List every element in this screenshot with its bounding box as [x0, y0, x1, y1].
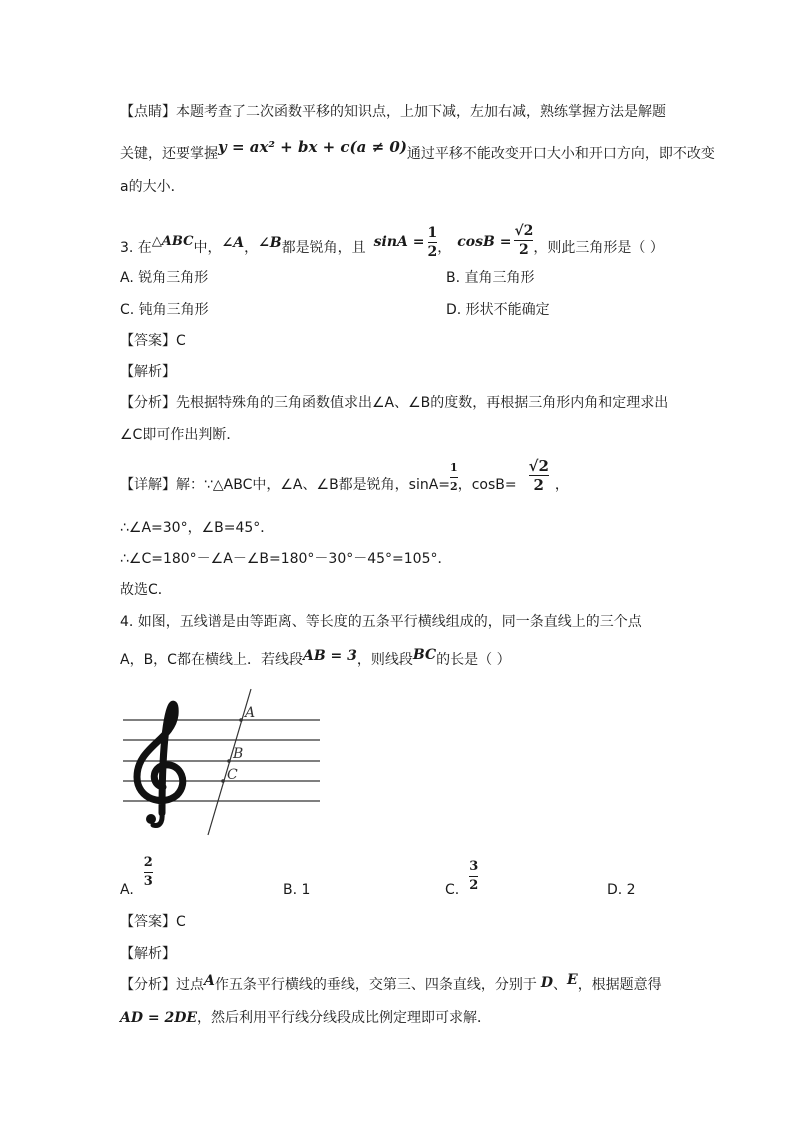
q4-option-a-label: A. [120, 882, 134, 898]
sina-fraction [428, 225, 438, 260]
q4-option-c-fraction [469, 859, 478, 894]
xj-sina-numerator: 1 [450, 460, 458, 474]
fraction-bar [469, 876, 478, 877]
q4-option-c [445, 856, 478, 900]
sina-denominator: 2 [427, 243, 438, 260]
cosb-lhs: cosB = [457, 234, 512, 250]
point-c [221, 779, 225, 783]
xj-sina-denominator: 2 [450, 479, 458, 493]
q4-option-c-denominator: 2 [469, 878, 479, 893]
segment-bc: BC [412, 647, 437, 663]
q3-option-b: B. 直角三角形 [446, 270, 535, 286]
q3-option-d: D. 形状不能确定 [446, 302, 550, 318]
answer-tag: 【答案】 [120, 914, 176, 930]
q3-option-a: A. 锐角三角形 [120, 270, 209, 286]
q4-option-a-denominator: 3 [143, 874, 153, 889]
label-a: A [245, 705, 256, 721]
fenxi-tag: 【分析】 [120, 395, 176, 411]
point-d-ref: D [540, 975, 554, 991]
answer-value: C [176, 914, 186, 930]
staff-figure [115, 685, 330, 840]
segment-ab: AB = 3 [302, 648, 357, 664]
sina-lhs: sinA = [373, 234, 425, 250]
xj-cosb-numerator: √2 [528, 456, 549, 475]
fenxi-sep: 、 [553, 977, 568, 993]
q3-fenxi-line-1 [120, 393, 668, 413]
dianjing-line-3 [120, 177, 185, 197]
dianjing-text-1: 本题考查了二次函数平移的知识点，上加下减，左加右减，熟练掌握方法是解题 [176, 104, 666, 120]
treble-clef-icon [137, 704, 183, 825]
answer-tag: 【答案】 [120, 333, 176, 349]
q4-option-c-label: C. [445, 882, 460, 898]
q3-fenxi-line-2: ∠C即可作出判断． [120, 427, 241, 443]
dianjing-text-2a: 关键，还要掌握 [120, 146, 218, 162]
q3-comma: ， [244, 240, 259, 256]
xj-sina-fraction [450, 460, 458, 495]
q4-stem-2a: A，B，C都在横线上．若线段 [120, 652, 303, 668]
xiangjie-text-1a: 解：∵△ABC中，∠A、∠B都是锐角，sinA= [176, 477, 451, 493]
xiangjie-text-1b: ，cosB= [457, 477, 517, 493]
xj-cosb-denominator: 2 [533, 475, 544, 494]
xj-cosb-fraction [529, 458, 549, 493]
dianjing-line-1 [120, 102, 666, 122]
point-e-ref: E [567, 972, 578, 988]
q4-answer [120, 912, 186, 932]
point-a-ref: A [204, 973, 215, 989]
q3-xiangjie-line-4: 故选C． [120, 582, 172, 598]
q3-stem [120, 222, 664, 270]
sina-numerator: 1 [427, 224, 438, 241]
angle-a: ∠A [221, 235, 245, 251]
triangle-abc: △ABC [151, 234, 194, 249]
dianjing-text-2b: 通过平移不能改变开口大小和开口方向，即不改变 [406, 146, 715, 162]
q4-stem-2c: 的长是（ ） [436, 652, 511, 668]
q3-xiangjie-line-2: ∴∠A=30°，∠B=45°． [120, 520, 275, 536]
answer-value: C [176, 333, 186, 349]
q4-option-d: D. 2 [607, 882, 636, 898]
label-c: C [227, 767, 238, 783]
q4-analysis-tag: 【解析】 [120, 946, 176, 962]
equation-ad-2de: AD = 2DE [120, 1010, 198, 1026]
cosb-denominator: 2 [519, 241, 529, 258]
angle-b: ∠B [258, 235, 282, 251]
point-a [239, 718, 243, 722]
q4-fenxi-line-1 [120, 972, 662, 995]
label-b: B [233, 746, 244, 762]
fenxi-tag: 【分析】 [120, 977, 176, 993]
q4-stem-line-2 [120, 647, 511, 670]
q4-stem-2b: ，则线段 [356, 652, 413, 668]
fenxi-text-2b: ，然后利用平行线分线段成比例定理即可求解． [197, 1010, 492, 1026]
dianjing-line-2 [120, 138, 715, 164]
fraction-bar [450, 477, 458, 478]
q4-option-a-fraction [144, 855, 153, 890]
q4-option-b: B. 1 [283, 882, 311, 898]
quadratic-formula: y = ax² + bx + c(a ≠ 0) [218, 138, 407, 156]
cosb-fraction [514, 223, 533, 258]
dianjing-text-3: a的大小． [120, 179, 185, 195]
fraction-bar [428, 242, 438, 243]
xiangjie-tag: 【详解】 [120, 477, 176, 493]
q4-fenxi-line-2 [120, 1008, 491, 1028]
q3-xiangjie-line-3: ∴∠C=180°－∠A－∠B=180°－30°－45°=105°． [120, 551, 452, 567]
q3-answer [120, 331, 186, 351]
q3-option-c: C. 钝角三角形 [120, 302, 209, 318]
cosb-numerator: √2 [514, 222, 534, 239]
fenxi-text-1a: 过点 [176, 977, 204, 993]
q3-analysis-tag: 【解析】 [120, 364, 176, 380]
q4-option-c-numerator: 3 [469, 859, 479, 874]
fraction-bar [514, 240, 533, 241]
q4-stem-line-1: 4. 如图，五线谱是由等距离、等长度的五条平行横线组成的，同一条直线上的三个点 [120, 614, 642, 630]
fenxi-text-1c: ，根据题意得 [577, 977, 662, 993]
fenxi-text-1b: 作五条平行横线的垂线，交第三、四条直线，分别于 [214, 977, 537, 993]
q3-sep: ， [437, 240, 452, 256]
q3-stem-c: 都是锐角，且 [281, 240, 366, 256]
q3-xiangjie-line-1 [120, 456, 569, 508]
fraction-bar [144, 872, 153, 873]
point-b [227, 759, 231, 763]
xiangjie-text-1c: ， [554, 477, 569, 493]
q3-stem-d: ，则此三角形是（ ） [533, 240, 664, 256]
q3-stem-a: 3. 在 [120, 240, 152, 256]
q4-option-a [120, 855, 153, 900]
fenxi-text-1: 先根据特殊角的三角函数值求出∠A、∠B的度数，再根据三角形内角和定理求出 [176, 395, 669, 411]
q3-stem-b: 中， [193, 240, 222, 256]
dianjing-tag: 【点睛】 [120, 104, 176, 120]
q4-option-a-numerator: 2 [143, 855, 153, 870]
